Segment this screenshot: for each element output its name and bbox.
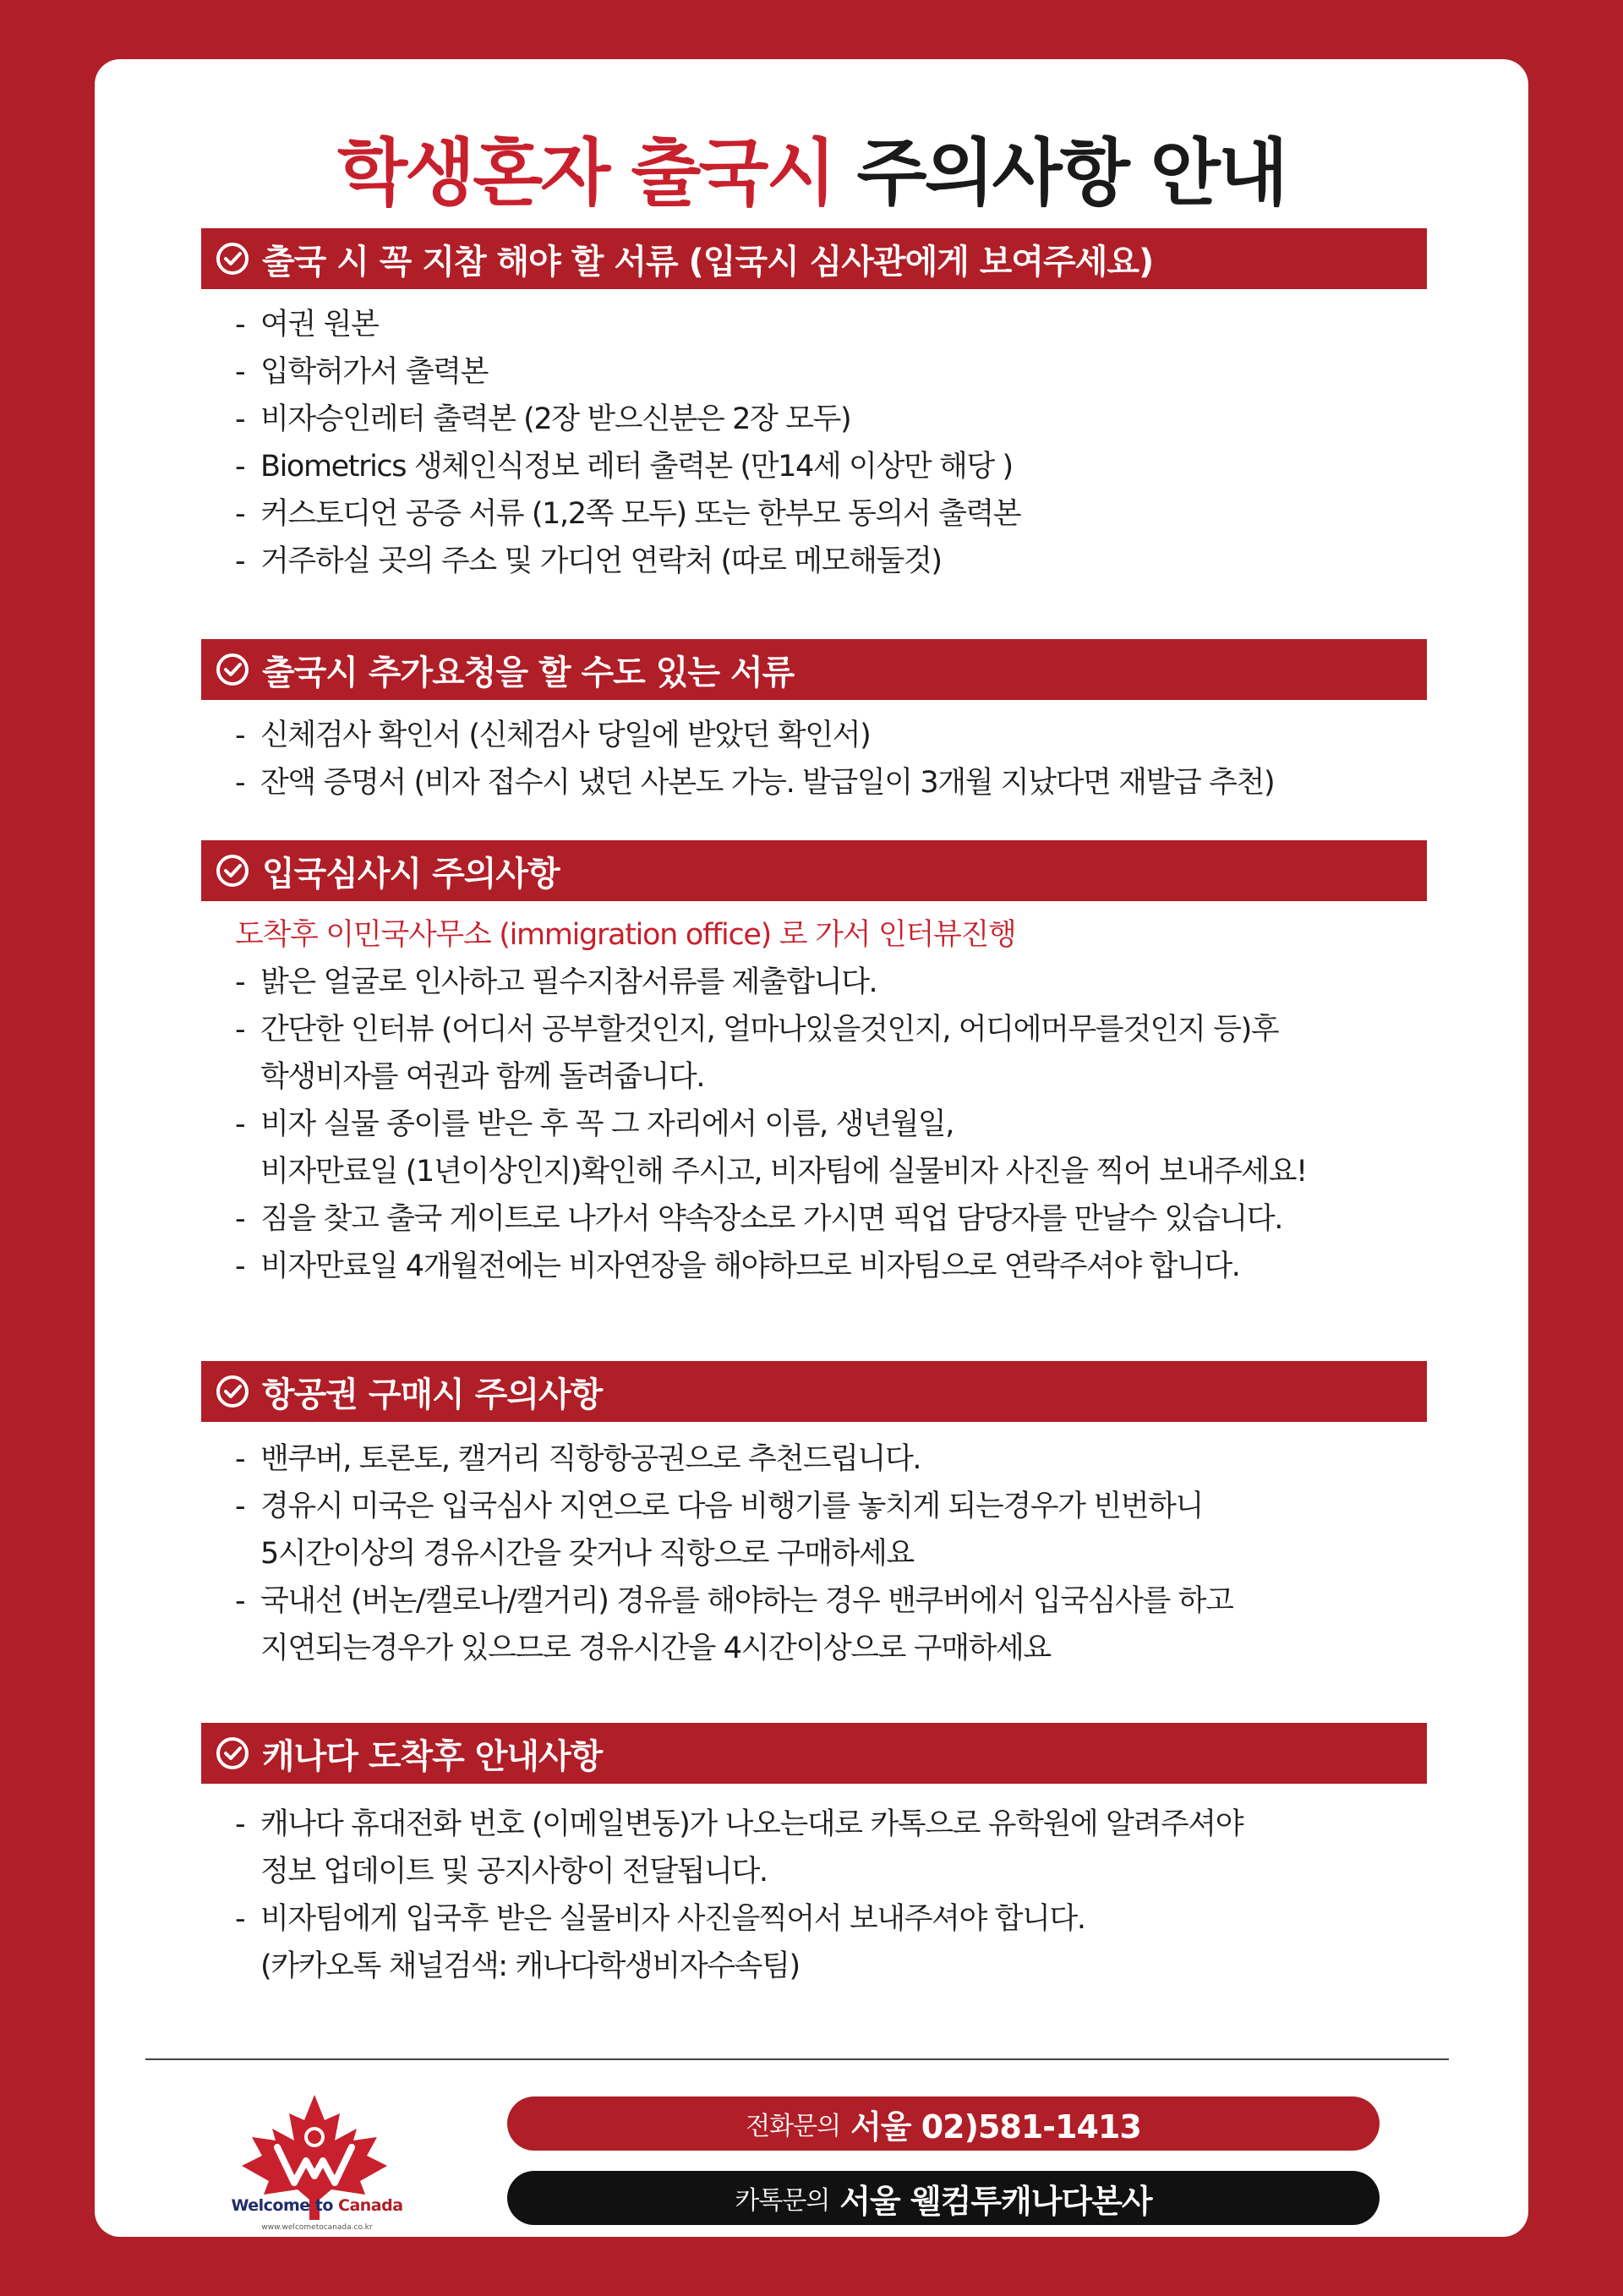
kakao-value: 서울 웰컴투캐나다본사: [839, 2182, 1152, 2220]
check-circle-icon: [215, 241, 250, 276]
section-arrival-notes: [201, 1723, 1427, 1990]
section-immigration-notes: [201, 840, 1427, 1290]
list-item: - 잔액 증명서 (비자 접수시 냈던 사본도 가능. 발급일이 3개월 지났다면 재발급 추천): [235, 766, 1275, 800]
item-list: [201, 911, 1427, 1290]
list-item: - 비자승인레터 출력본 (2장 받으신분은 2장 모두): [235, 402, 851, 436]
footer-divider: [145, 2058, 1449, 2060]
kakao-label: 카톡문의: [735, 2186, 830, 2216]
section-title: 항공권 구매시 주의사항: [262, 1375, 603, 1414]
logo-wordmark: Welcome to Canada: [231, 2196, 403, 2215]
kakao-contact: [507, 2171, 1380, 2225]
page-title: [95, 127, 1528, 220]
notice-card: [95, 59, 1528, 2237]
section-title: 입국심사시 주의사항: [262, 854, 560, 894]
list-item: - 캐나다 휴대전화 번호 (이메일변동)가 나오는대로 카톡으로 유학원에 알려주셔야 정보 업데이트 및 공지사항이 전달됩니다.: [235, 1807, 1243, 1889]
section-required-documents: [201, 228, 1427, 585]
list-item: - 커스토디언 공증 서류 (1,2쪽 모두) 또는 한부모 동의서 출력본: [235, 497, 1021, 531]
item-list: [201, 301, 1427, 585]
check-circle-icon: [215, 652, 250, 687]
list-item: - 밴쿠버, 토론토, 캘거리 직항항공권으로 추천드립니다.: [235, 1442, 921, 1476]
section-title: 출국시 추가요청을 할 수도 있는 서류: [262, 653, 795, 692]
phone-contact: [507, 2096, 1380, 2151]
item-list: [201, 1435, 1427, 1672]
section-header: [201, 228, 1427, 289]
check-circle-icon: [215, 1374, 250, 1409]
list-item: - 비자팀에게 입국후 받은 실물비자 사진을찍어서 보내주셔야 합니다. (카카오톡 채널검색: 캐나다학생비자수속팀): [235, 1902, 1085, 1983]
list-item: - 국내선 (버논/캘로나/캘거리) 경유를 해야하는 경우 밴쿠버에서 입국심사를 하고 지연되는경우가 있으므로 경유시간을 4시간이상으로 구매하세요: [235, 1584, 1233, 1665]
item-list: [201, 712, 1427, 806]
title-rest: 주의사항 안내: [856, 131, 1286, 216]
section-header: [201, 840, 1427, 901]
list-item: - 밝은 얼굴로 인사하고 필수지참서류를 제출합니다.: [235, 965, 877, 999]
phone-value: 서울 02)581-1413: [850, 2107, 1141, 2146]
section-title: 캐나다 도착후 안내사항: [262, 1736, 603, 1776]
logo-url: www.welcometocanada.co.kr: [261, 2223, 373, 2232]
list-item: - 비자 실물 종이를 받은 후 꼭 그 자리에서 이름, 생년월일, 비자만료일 (1년이상인지)확인해 주시고, 비자팀에 실물비자 사진을 찍어 보내주세요!: [235, 1107, 1307, 1189]
list-item: - 여권 원본: [235, 308, 379, 342]
list-item: - 입학허가서 출력본: [235, 355, 489, 389]
section-flight-ticket-notes: [201, 1361, 1427, 1672]
section-header: [201, 1361, 1427, 1422]
list-item: - 짐을 찾고 출국 게이트로 나가서 약속장소로 가시면 픽업 담당자를 만날수 있습니다.: [235, 1202, 1282, 1236]
section-subtitle: 도착후 이민국사무소 (immigration office) 로 가서 인터뷰진행: [235, 918, 1016, 952]
list-item: - 신체검사 확인서 (신체검사 당일에 받았던 확인서): [235, 719, 871, 752]
list-item: - 거주하실 곳의 주소 및 가디언 연락처 (따로 메모해둘것): [235, 544, 942, 578]
section-additional-documents: [201, 639, 1427, 806]
title-highlight: 학생혼자 출국시: [337, 131, 834, 216]
check-circle-icon: [215, 1736, 250, 1771]
section-title: 출국 시 꼭 지참 해야 할 서류 (입국시 심사관에게 보여주세요): [262, 242, 1154, 282]
list-item: - 간단한 인터뷰 (어디서 공부할것인지, 얼마나있을것인지, 어디에머무를것인지 등)후 학생비자를 여권과 함께 돌려줍니다.: [235, 1013, 1279, 1094]
check-circle-icon: [215, 853, 250, 888]
item-list: [201, 1801, 1427, 1990]
phone-label: 전화문의: [746, 2112, 841, 2141]
list-item: - 경유시 미국은 입국심사 지연으로 다음 비행기를 놓치게 되는경우가 빈번하니 5시간이상의 경유시간을 갖거나 직항으로 구매하세요: [235, 1490, 1203, 1571]
section-header: [201, 1723, 1427, 1784]
section-header: [201, 639, 1427, 700]
list-item: - Biometrics 생체인식정보 레터 출력본 (만14세 이상만 해당 ): [235, 450, 1013, 484]
list-item: - 비자만료일 4개월전에는 비자연장을 해야하므로 비자팀으로 연락주셔야 합니다.: [235, 1249, 1240, 1283]
